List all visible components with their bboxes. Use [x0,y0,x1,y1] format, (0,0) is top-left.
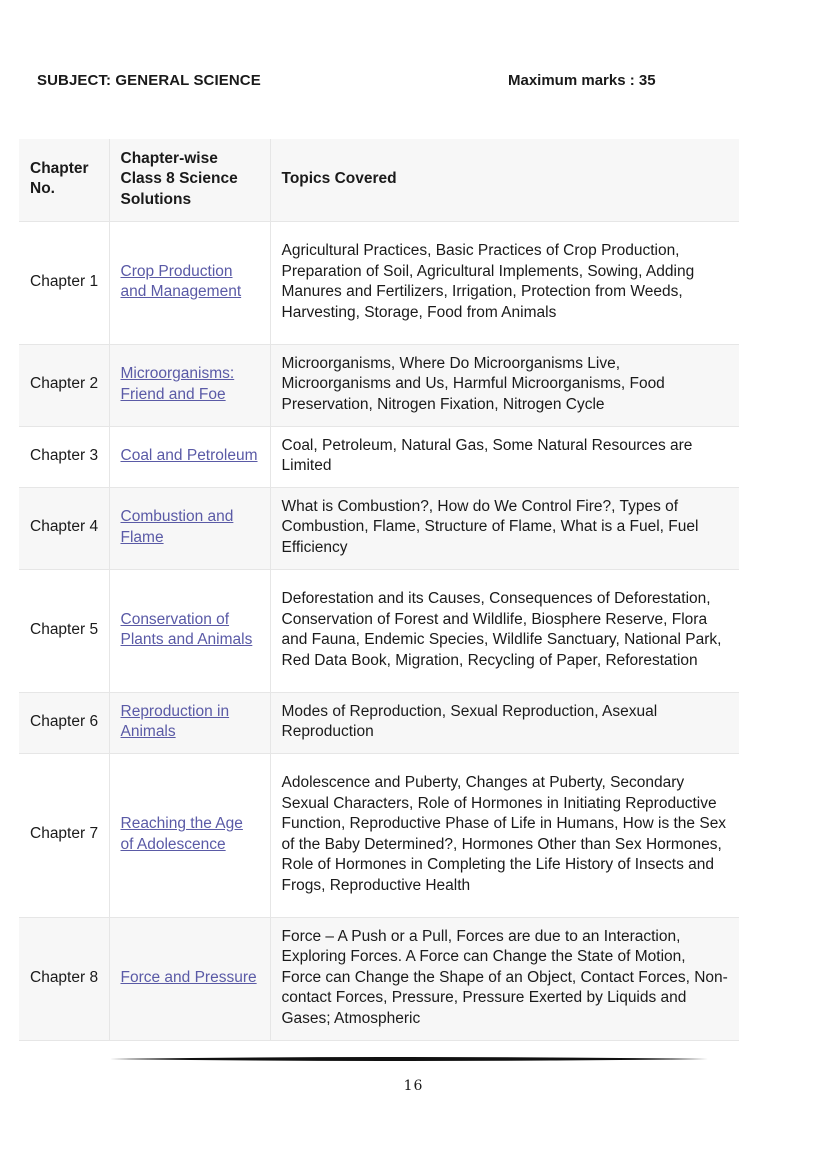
page-number: 16 [403,1078,424,1094]
table-row [19,753,739,917]
chapter-number: Chapter 2 [19,344,109,426]
chapter-link[interactable]: Crop Production and Management [120,262,242,300]
table-row [19,426,739,487]
table-row [19,487,739,569]
table-row [19,569,739,692]
column-header-solutions: Chapter-wise Class 8 Science Solutions [109,139,270,221]
table-row [19,344,739,426]
chapter-topics: Adolescence and Puberty, Changes at Puberty, Secondary Sexual Characters, Role of Hormones in Initiating Reproductive Function, Reproductive Phase of Life in Humans, How is the Sex of the Baby Determined?, Hormones Other than Sex Hormones, Role of Hormones in Completing the Life History of Insects and Frogs, Reproductive Health [281,774,727,894]
chapter-link[interactable]: Force and Pressure [120,968,257,986]
table-row [19,221,739,344]
chapter-number: Chapter 6 [19,692,109,753]
page-header [37,72,827,92]
syllabus-table [19,139,739,1041]
chapter-topics: Modes of Reproduction, Sexual Reproduction, Asexual Reproduction [281,702,658,740]
chapter-number: Chapter 7 [19,753,109,917]
chapter-link[interactable]: Reaching the Age of Adolescence [120,815,243,853]
chapter-number: Chapter 4 [19,487,109,569]
chapter-link[interactable]: Combustion and Flame [120,508,234,546]
table-row [19,917,739,1040]
column-header-chapter-no: Chapter No. [19,139,109,221]
chapter-link[interactable]: Microorganisms: Friend and Foe [120,365,235,403]
chapter-topics: Deforestation and its Causes, Consequences of Deforestation, Conservation of Forest and Wildlife, Biosphere Reserve, Flora and Fauna, Endemic Species, Wildlife Sanctuary, National Park, Red Data Book, Migration, Recycling of Paper, Reforestation [281,590,722,669]
chapter-number: Chapter 8 [19,917,109,1040]
chapter-topics: Coal, Petroleum, Natural Gas, Some Natural Resources are Limited [281,436,693,474]
chapter-link[interactable]: Conservation of Plants and Animals [120,610,253,648]
footer-divider [110,1056,708,1062]
table-header-row [19,139,739,221]
max-marks-label: Maximum marks : 35 [508,72,656,89]
chapter-link[interactable]: Coal and Petroleum [120,446,258,464]
chapter-link[interactable]: Reproduction in Animals [120,702,230,740]
chapter-number: Chapter 3 [19,426,109,487]
chapter-topics: Microorganisms, Where Do Microorganisms Live, Microorganisms and Us, Harmful Microorganisms, Food Preservation, Nitrogen Fixation, Nitrogen Cycle [281,354,665,413]
chapter-number: Chapter 5 [19,569,109,692]
table-row [19,692,739,753]
column-header-topics: Topics Covered [281,170,397,187]
chapter-topics: Force – A Push or a Pull, Forces are due to an Interaction, Exploring Forces. A Force can Change the State of Motion, Force can Change the Shape of an Object, Contact Forces, Non-contact Forces, Pressure, Pressure Exerted by Liquids and Gases; Atmospheric [281,927,728,1027]
chapter-topics: What is Combustion?, How do We Control Fire?, Types of Combustion, Flame, Structure of Flame, What is a Fuel, Fuel Efficiency [281,497,699,556]
chapter-number: Chapter 1 [19,221,109,344]
chapter-topics: Agricultural Practices, Basic Practices of Crop Production, Preparation of Soil, Agricultural Implements, Sowing, Adding Manures and Fertilizers, Irrigation, Protection from Weeds, Harvesting, Storage, Food from Animals [281,242,695,321]
subject-label: SUBJECT: GENERAL SCIENCE [37,72,261,89]
